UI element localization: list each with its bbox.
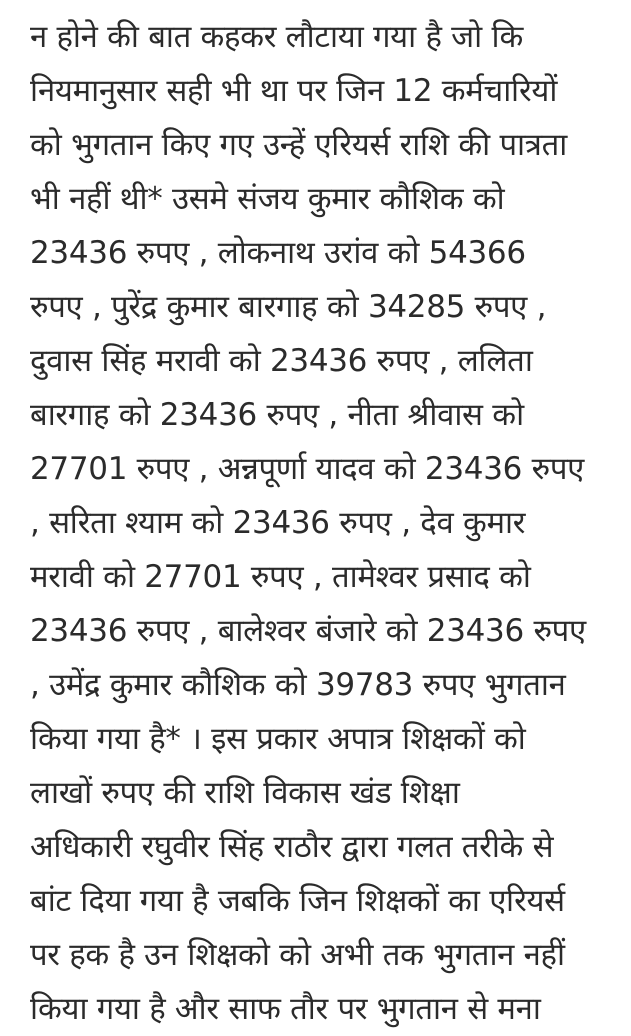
text-line: रुपए , पुरेंद्र कुमार बारगाह को 34285 रुपए , bbox=[30, 289, 547, 325]
text-line: अधिकारी रघुवीर सिंह राठौर द्वारा गलत तरीके से bbox=[30, 829, 554, 865]
text-line: बारगाह को 23436 रुपए , नीता श्रीवास को bbox=[30, 397, 524, 433]
text-line: न होने की बात कहकर लौटाया गया है जो कि bbox=[30, 19, 523, 55]
text-line: लाखों रुपए की राशि विकास खंड शिक्षा bbox=[30, 775, 460, 811]
text-line: पर हक है उन शिक्षको को अभी तक भुगतान नहीं bbox=[30, 937, 565, 973]
text-line: बांट दिया गया है जबकि जिन शिक्षकों का एरियर्स bbox=[30, 883, 565, 919]
text-line: 23436 रुपए , लोकनाथ उरांव को 54366 bbox=[30, 235, 526, 271]
text-line: , सरिता श्याम को 23436 रुपए , देव कुमार bbox=[30, 505, 526, 541]
text-line: 27701 रुपए , अन्नपूर्णा यादव को 23436 रुपए bbox=[30, 451, 584, 487]
text-line: को भुगतान किए गए उन्हें एरियर्स राशि की पात्रता bbox=[30, 127, 568, 163]
text-line: भी नहीं थी* उसमे संजय कुमार कौशिक को bbox=[30, 181, 505, 217]
text-line: , उमेंद्र कुमार कौशिक को 39783 रुपए भुगतान bbox=[30, 667, 566, 703]
text-line: दुवास सिंह मरावी को 23436 रुपए , ललिता bbox=[30, 343, 533, 379]
text-line: नियमानुसार सही भी था पर जिन 12 कर्मचारियों bbox=[30, 73, 558, 109]
text-line: किया गया है* । इस प्रकार अपात्र शिक्षकों को bbox=[30, 721, 526, 757]
text-line: 23436 रुपए , बालेश्वर बंजारे को 23436 रुपए bbox=[30, 613, 586, 649]
text-line: किया गया है और साफ तौर पर भुगतान से मना bbox=[30, 991, 541, 1027]
text-line: मरावी को 27701 रुपए , तामेश्वर प्रसाद को bbox=[30, 559, 531, 595]
